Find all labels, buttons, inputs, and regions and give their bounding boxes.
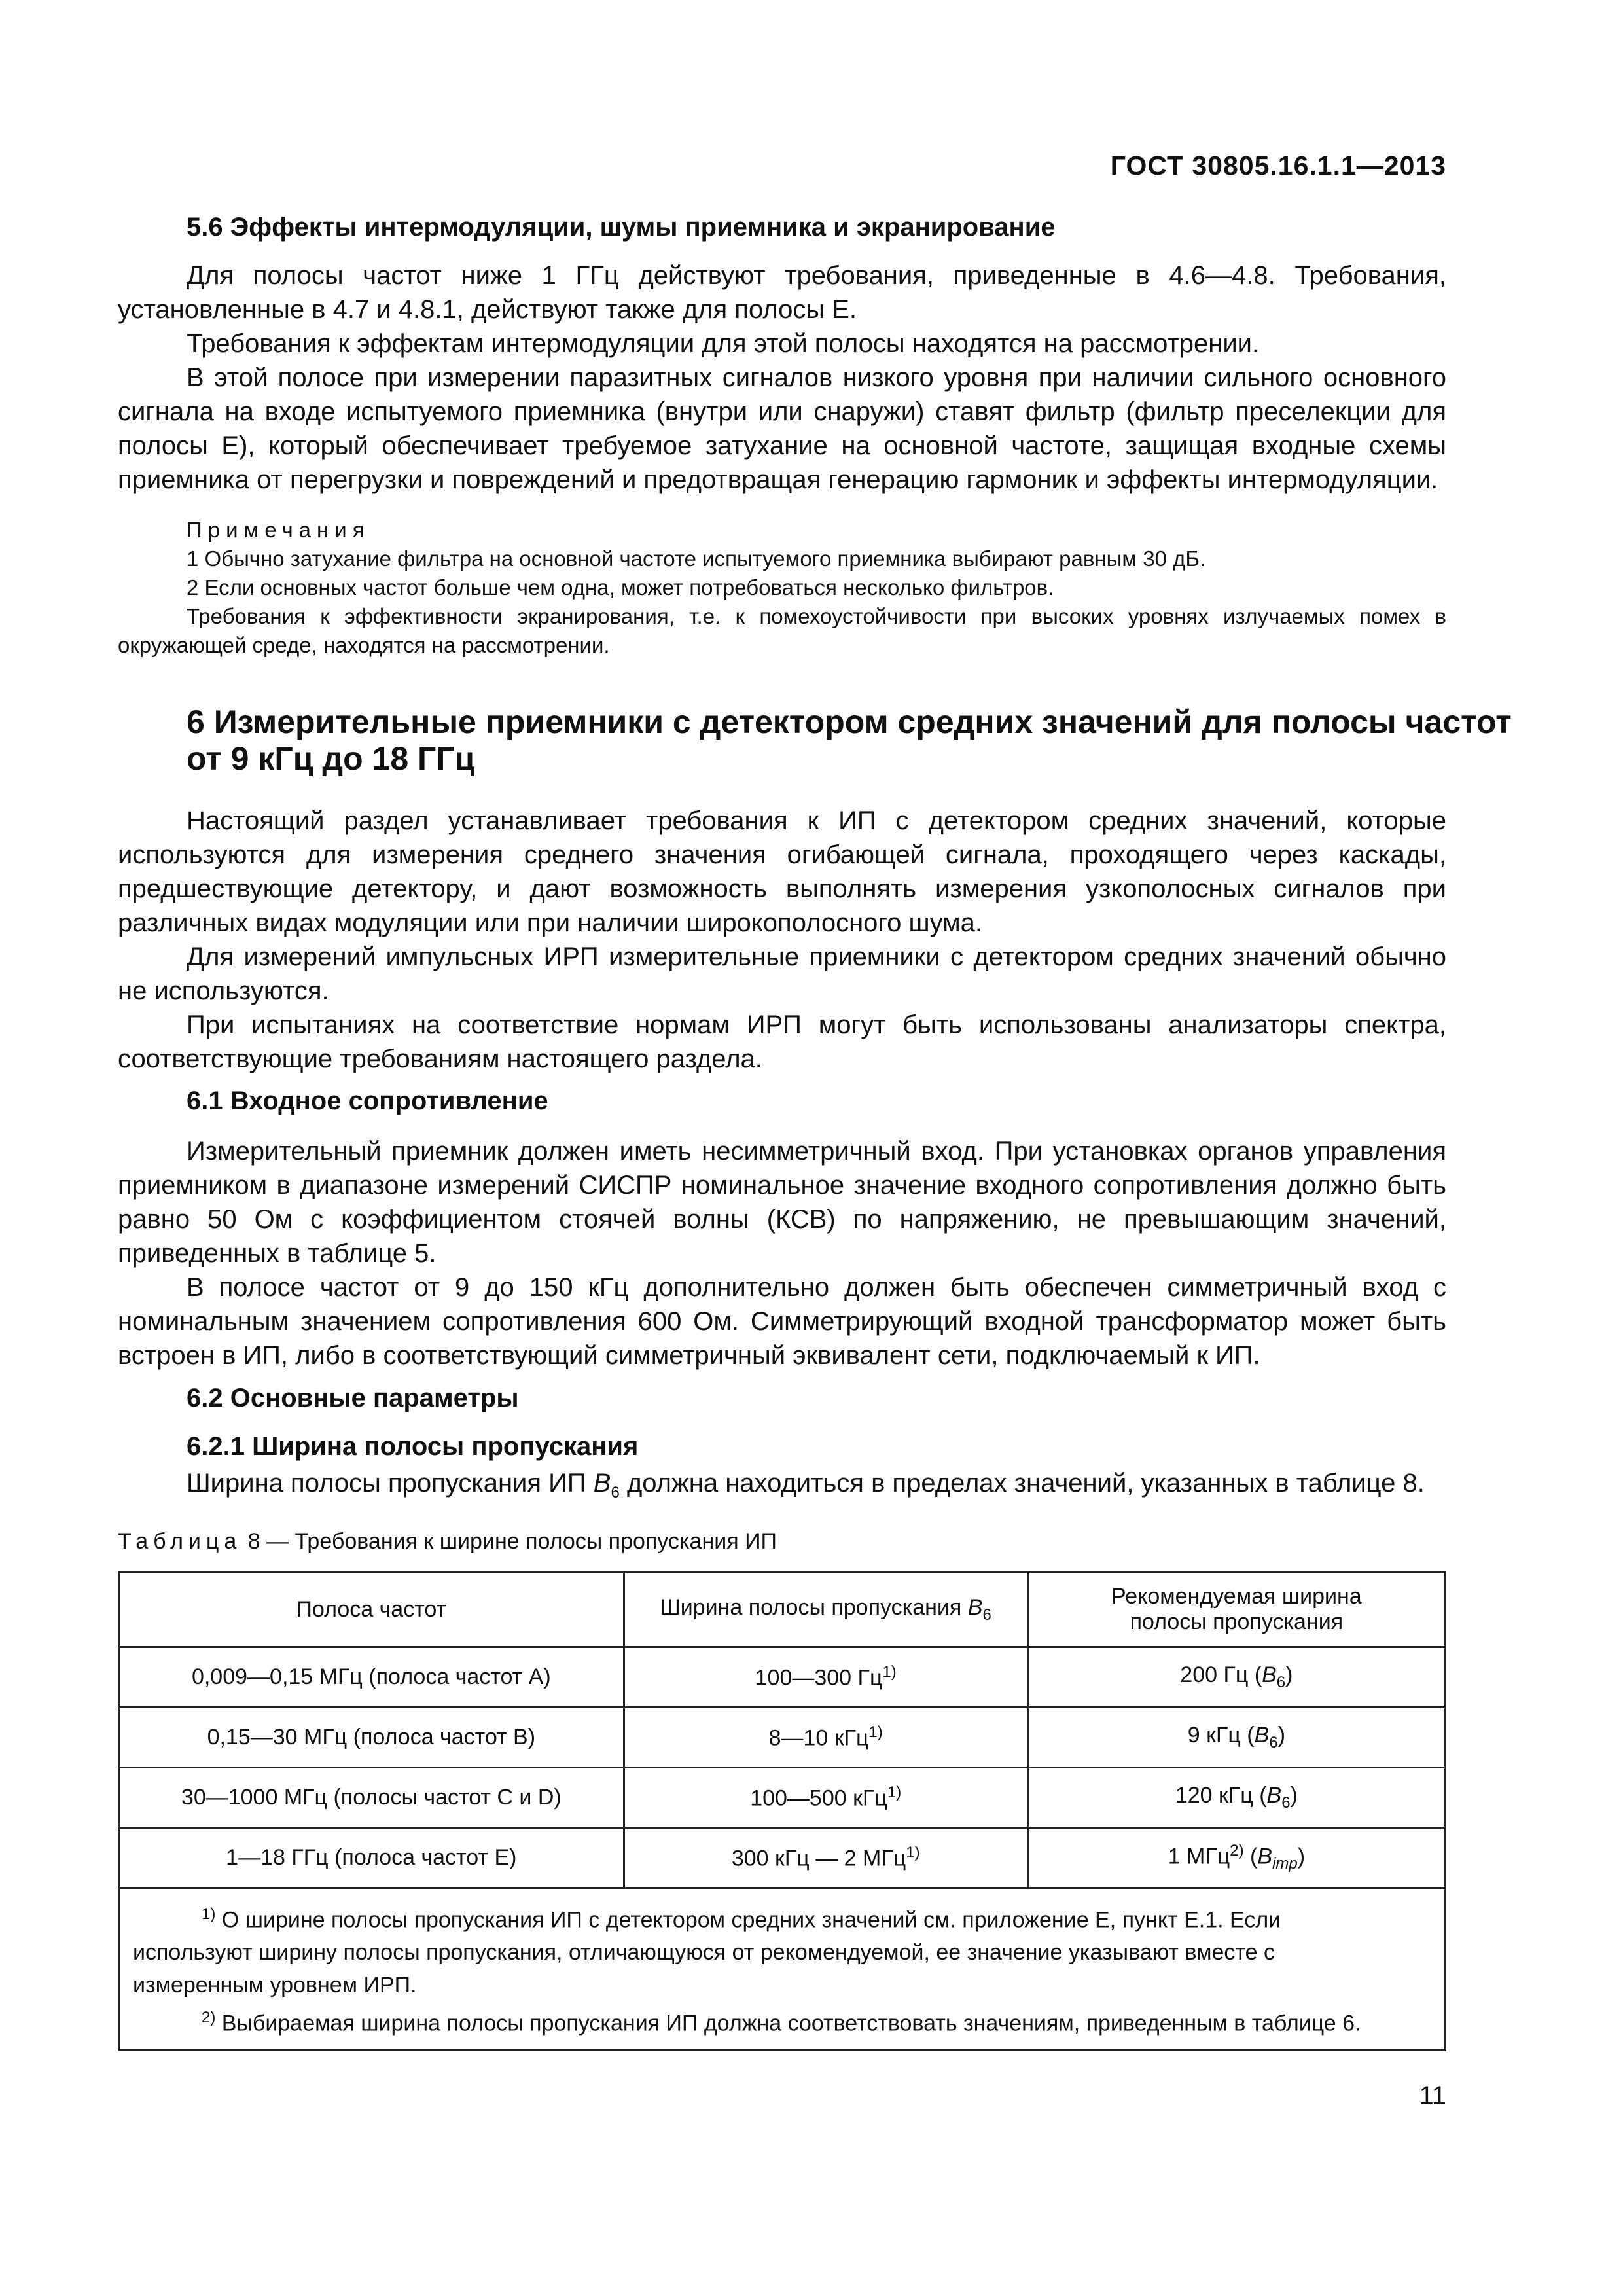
table-row <box>119 1647 1446 1708</box>
section-6-2-1-body <box>118 1466 1446 1510</box>
note-item: Требования к эффективности экранирования, т.е. к помехоустойчивости при высоких уровнях излучаемых помех в окружающей среде, находятся на рассмотрении. <box>118 604 1446 657</box>
cell-width: 100—500 кГц$^{1)}$ <box>624 1768 1027 1828</box>
cell-band: 0,009—0,15 МГц (полоса частот А) <box>119 1647 624 1708</box>
table-caption: Таблица 8 — Требования к ширине полосы пропускания ИП <box>118 1529 777 1554</box>
footnote-1: $^{1)}$ О ширине полосы пропускания ИП с детектором средних значений см. приложение Е, пункт Е.1. Если используют ширину полосы пропускания, отличающуюся от рекомендуемой, ее значение указывают вместе с измеренным уровнем ИРП. <box>133 1905 1281 1998</box>
table-header-row <box>119 1572 1446 1647</box>
paragraph: В этой полосе при измерении паразитных сигналов низкого уровня при наличии сильного основного сигнала на входе испытуемого приемника (внутри или снаружи) ставят фильтр (фильтр преселекции для полосы Е), который обеспечивает требуемое затухание на основной частоте, защищая входные схемы приемника от перегрузки и повреждений и предотвращая генерацию гармоник и эффекты интермодуляции. <box>118 363 1446 494</box>
section-6-1-heading: 6.1 Входное сопротивление <box>187 1086 548 1115</box>
paragraph: При испытаниях на соответствие нормам ИРП могут быть использованы анализаторы спектра, соответствующие требованиям настоящего раздела. <box>118 1011 1446 1073</box>
cell-width: 300 кГц — 2 МГц$^{1)}$ <box>624 1828 1027 1888</box>
section-6-1-body <box>118 1134 1446 1372</box>
section-6-body <box>118 804 1446 1076</box>
cell-recommended: 200 Гц $(B_6)$ <box>1027 1647 1445 1708</box>
cell-width: 100—300 $Гц^{1)}$ <box>624 1647 1027 1708</box>
paragraph: В полосе частот от 9 до 150 кГц дополнительно должен быть обеспечен симметричный вход с номинальным значением сопротивления 600 Ом. Симметрирующий входной трансформатор может быть встроен в ИП, либо в соответствующий симметричный эквивалент сети, подключаемый к ИП. <box>118 1273 1446 1370</box>
col-header-recommended: Рекомендуемая ширина полосы пропускания <box>1027 1572 1445 1647</box>
paragraph: Ширина полосы пропускания ИП $B_6$ должна находиться в пределах значений, указанных в таблице 8. <box>187 1469 1425 1501</box>
col-header-band: Полоса частот <box>119 1572 624 1647</box>
cell-band: 30—1000 МГц (полосы частот С и D) <box>119 1768 624 1828</box>
cell-recommended: 1 МГц$^{2)}$ $(B_{imp})$ <box>1027 1828 1445 1888</box>
paragraph: Измерительный приемник должен иметь несимметричный вход. При установках органов управления приемником в диапазоне измерений СИСПР номинальное значение входного сопротивления должно быть равно 50 Ом с коэффициентом стоячей волны (КСВ) по напряжению, не превышающим значений, приведенных в таблице 5. <box>118 1137 1446 1268</box>
section-5-6-heading: 5.6 Эффекты интермодуляции, шумы приемника и экранирование <box>187 213 1056 242</box>
table-row <box>119 1708 1446 1768</box>
col-header-width: Ширина полосы пропускания $B_6$ <box>624 1572 1027 1647</box>
paragraph: Для измерений импульсных ИРП измерительные приемники с детектором средних значений обычно не используются. <box>118 942 1446 1005</box>
paragraph: Настоящий раздел устанавливает требования к ИП с детектором средних значений, которые используются для измерения среднего значения огибающей сигнала, проходящего через каскады, предшествующие детектору, и дают возможность выполнять измерения узкополосных сигналов при различных видах модуляции или при наличии широкополосного шума. <box>118 806 1446 937</box>
paragraph: Для полосы частот ниже 1 ГГц действуют требования, приведенные в 4.6—4.8. Требования, установленные в 4.7 и 4.8.1, действуют также для полосы Е. <box>118 261 1446 324</box>
note-item: 1 Обычно затухание фильтра на основной частоте испытуемого приемника выбирают равным 30 дБ. <box>187 547 1206 571</box>
document-page <box>118 0 1512 2296</box>
page-number: 11 <box>1419 2081 1446 2110</box>
cell-recommended: 120 кГц $(B_6)$ <box>1027 1768 1445 1828</box>
section-5-6-body <box>118 259 1446 497</box>
cell-band: 1—18 ГГц (полоса частот Е) <box>119 1828 624 1888</box>
table-footnotes <box>119 1888 1446 2051</box>
table-row <box>119 1768 1446 1828</box>
section-6-2-1-heading: 6.2.1 Ширина полосы пропускания <box>187 1432 639 1461</box>
cell-recommended: 9 кГц $(B_6)$ <box>1027 1708 1445 1768</box>
note-item: 2 Если основных частот больше чем одна, может потребоваться несколько фильтров. <box>187 575 1054 600</box>
section-6-heading: 6 Измерительные приемники с детектором средних значений для полосы частот от 9 кГц до 18 ГГц <box>187 704 1512 777</box>
section-6-2-heading: 6.2 Основные параметры <box>187 1384 519 1412</box>
notes-title: Примечания <box>187 518 370 542</box>
bandwidth-table <box>118 1571 1446 2051</box>
table-row <box>119 1828 1446 1888</box>
footnote-2: $^{2)}$ Выбираемая ширина полосы пропускания ИП должна соответствовать значениям, приведенным в таблице 6. <box>202 2009 1361 2036</box>
paragraph: Требования к эффектам интермодуляции для этой полосы находятся на рассмотрении. <box>187 329 1260 358</box>
cell-band: 0,15—30 МГц (полоса частот В) <box>119 1708 624 1768</box>
standard-id: ГОСТ 30805.16.1.1—2013 <box>1110 151 1446 181</box>
notes-block <box>118 516 1446 660</box>
table-footnote-row <box>119 1888 1446 2051</box>
cell-width: 8—10 кГц$^{1)}$ <box>624 1708 1027 1768</box>
